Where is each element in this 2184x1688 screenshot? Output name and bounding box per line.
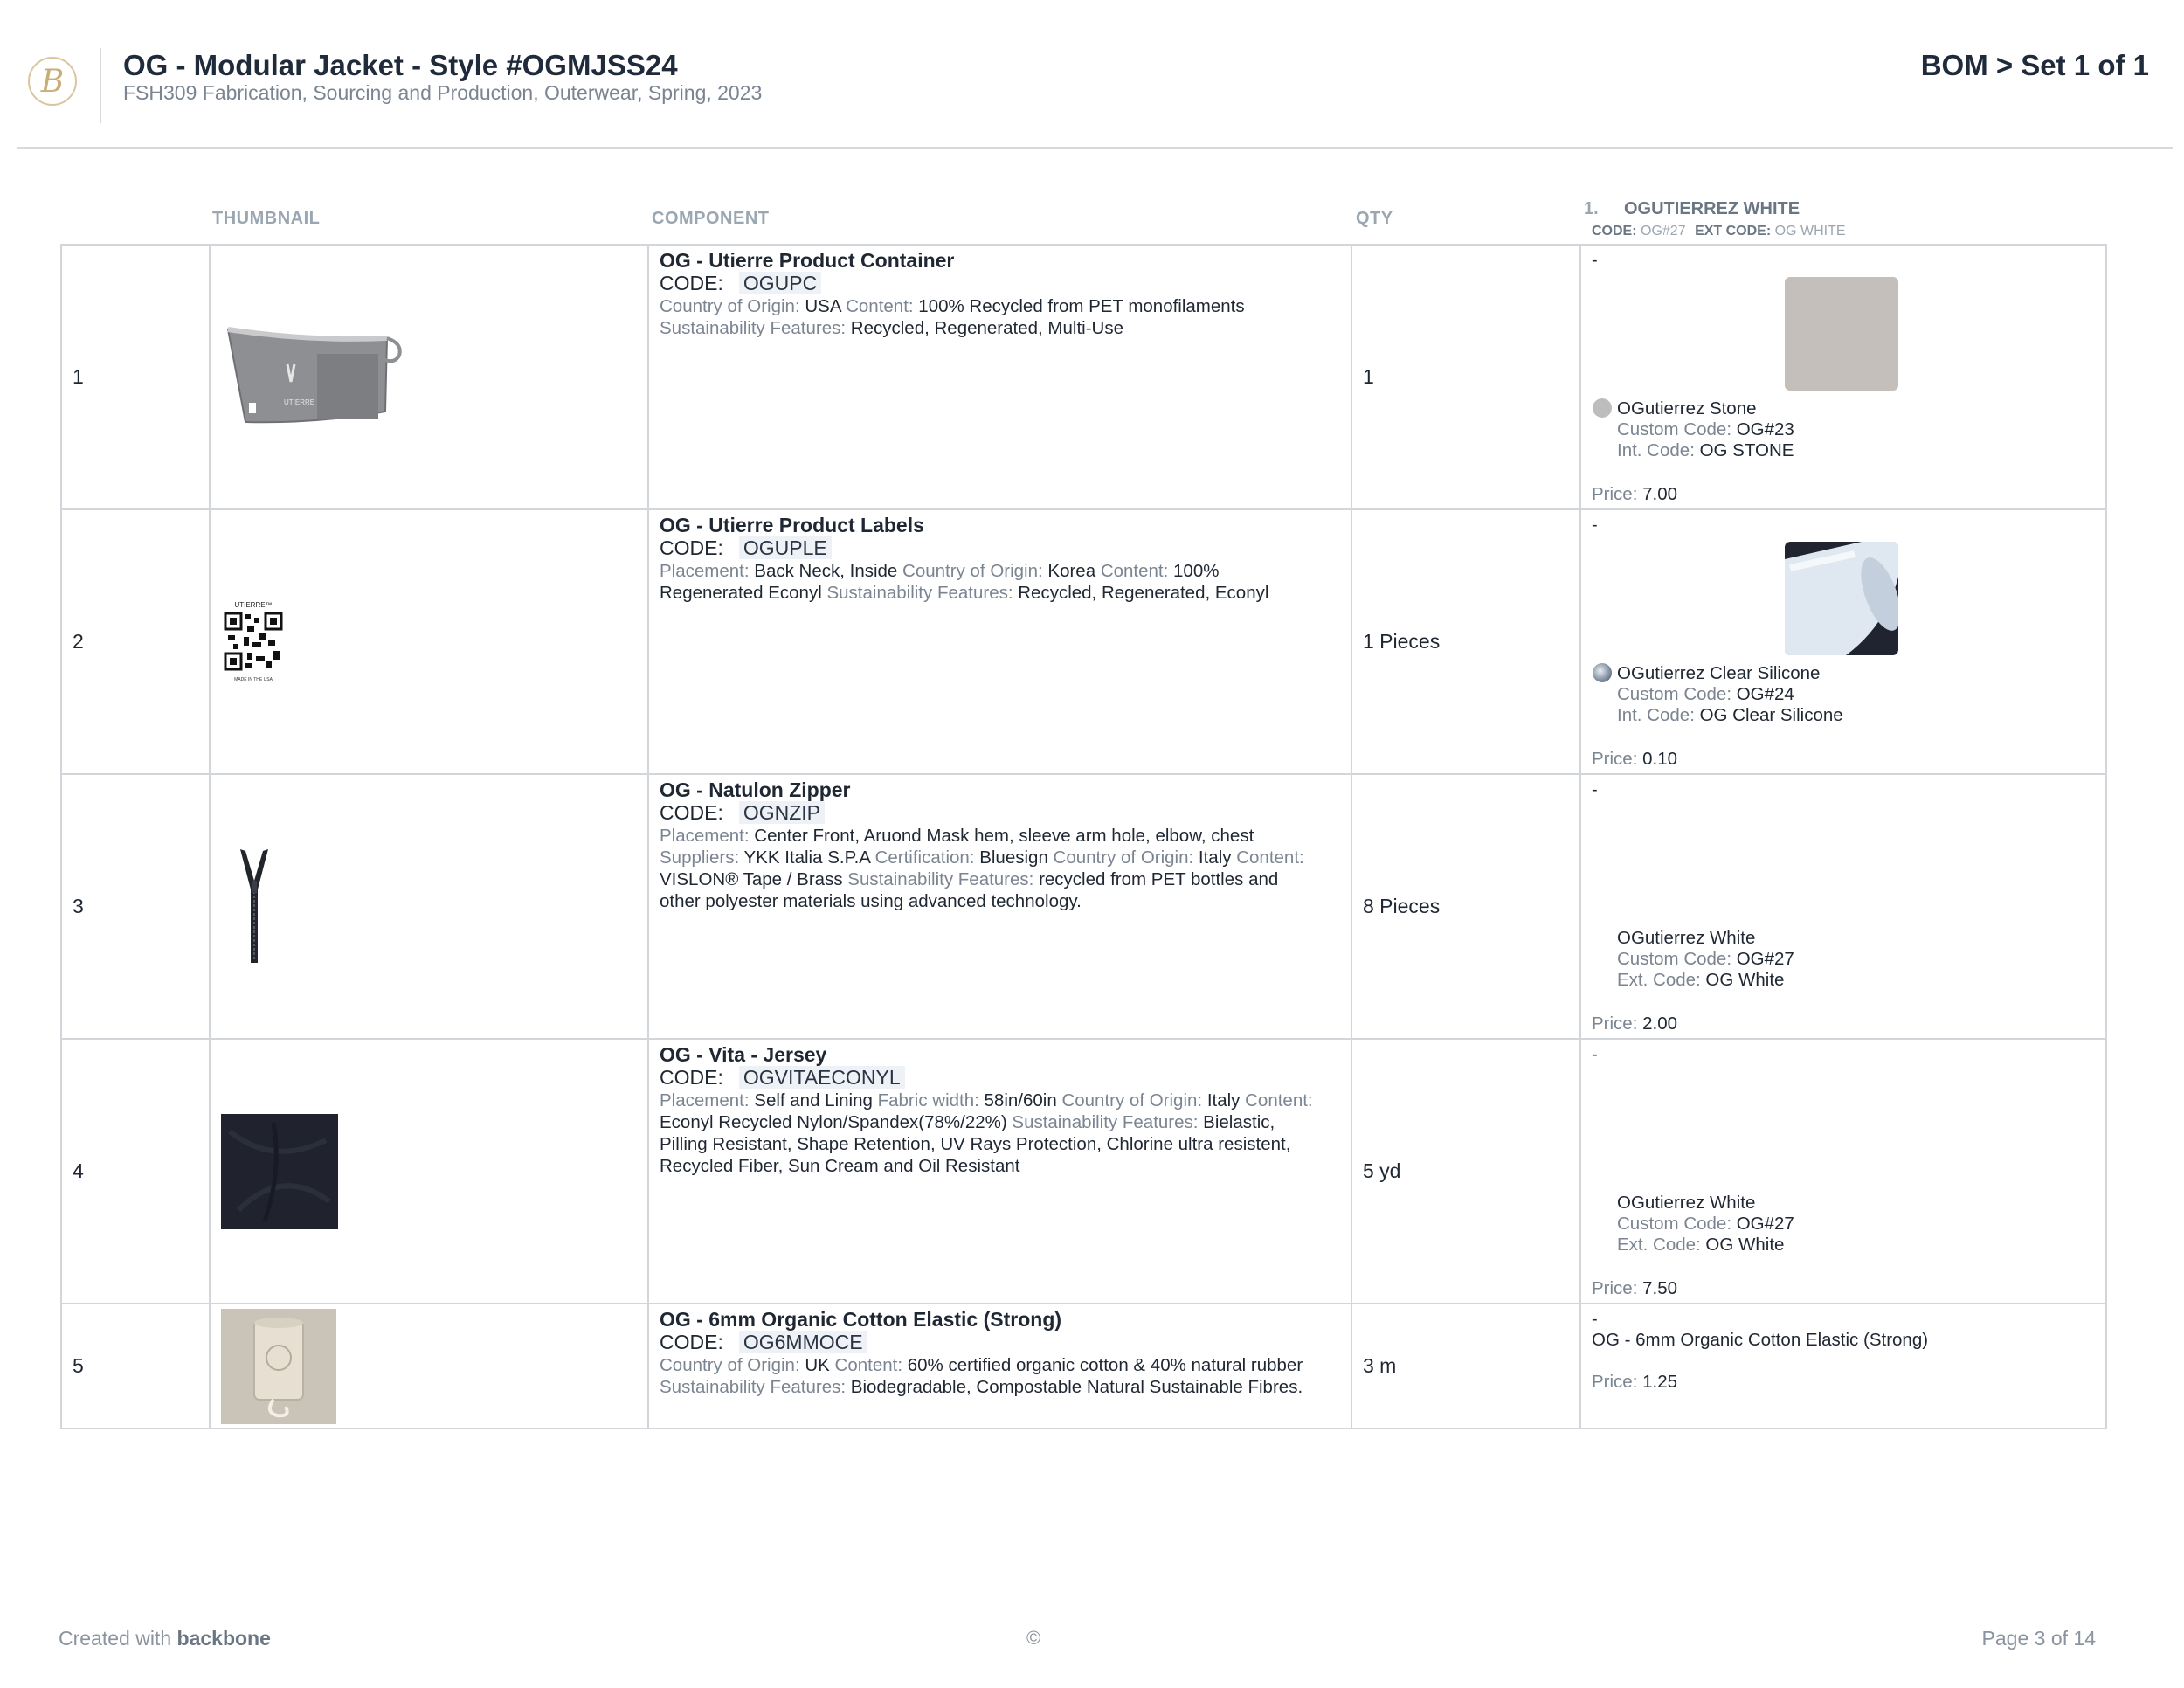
sustain-label: Sustainability Features: <box>660 318 847 338</box>
price-label: Price: <box>1592 484 1638 504</box>
row-number: 1 <box>73 365 84 388</box>
component-details <box>660 1354 1340 1398</box>
component-details <box>660 560 1340 604</box>
placement-value: Self and Lining <box>754 1090 873 1110</box>
placement-value: Center Front, Aruond Mask hem, sleeve arm hole, elbow, chest <box>754 826 1254 846</box>
custom-code-label: Custom Code: <box>1617 419 1732 439</box>
code-label: CODE: <box>660 536 723 559</box>
thumbnail-product-labels <box>211 510 647 773</box>
content-value: 100% <box>1173 561 1220 581</box>
colorway-codes <box>1592 224 1851 239</box>
content-value: Econyl Recycled Nylon/Spandex(78%/22%) <box>660 1112 1007 1132</box>
colorway-cell <box>1581 510 2105 769</box>
code-value: OGUPLE <box>739 536 832 559</box>
sustain-label: Sustainability Features: <box>826 583 1013 603</box>
ext-code-value: OG White <box>1705 1235 1785 1255</box>
swatch-stone <box>1785 277 1898 391</box>
country-value: Italy <box>1198 847 1232 868</box>
sustain-value: Biodegradable, Compostable Natural Sustainable Fibres. <box>850 1377 1303 1397</box>
ext-code-value: OG White <box>1705 970 1785 990</box>
content-label: Content: <box>1100 561 1169 581</box>
code-value: OGNZIP <box>739 801 825 824</box>
colorway-dash: - <box>1592 1310 1598 1329</box>
pouch-brand-text: UTIERRE <box>284 398 315 406</box>
column-header-colorway <box>1584 199 1800 219</box>
component-cell <box>649 246 1351 339</box>
fabric-width-value: 58in/60in <box>984 1090 1057 1110</box>
header-rule <box>17 147 2173 149</box>
price-value: 2.00 <box>1642 1013 1678 1034</box>
qty-value: 1 Pieces <box>1363 630 1441 653</box>
bom-set-breadcrumb: BOM > Set 1 of 1 <box>1920 49 2149 81</box>
country-label: Country of Origin: <box>902 561 1043 581</box>
sustain-value: Recycled, Regenerated, Multi-Use <box>850 318 1123 338</box>
price <box>1592 1013 1677 1034</box>
ext-code-label: Ext. Code: <box>1617 1235 1701 1255</box>
colorway-dash: - <box>1592 515 1598 535</box>
component-code <box>660 536 1340 560</box>
country-value: USA <box>805 296 841 316</box>
footer-credit <box>59 1627 271 1650</box>
content-value-cont: Regenerated Econyl <box>660 583 822 603</box>
content-label: Content: <box>1236 847 1304 868</box>
int-code-value: OG STONE <box>1699 440 1794 460</box>
colorway-material-name: OGutierrez White <box>1617 928 1756 948</box>
price-value: 1.25 <box>1642 1372 1678 1392</box>
sustain-value: recycled from PET bottles and <box>1039 869 1279 889</box>
component-name: OG - 6mm Organic Cotton Elastic (Strong) <box>660 1308 1062 1331</box>
country-value: Korea <box>1047 561 1096 581</box>
certification-value: Bluesign <box>979 847 1048 868</box>
country-label: Country of Origin: <box>660 1355 800 1375</box>
component-cell <box>649 1040 1351 1177</box>
table-row <box>61 1039 2106 1304</box>
content-label: Content: <box>846 296 914 316</box>
component-cell <box>649 510 1351 604</box>
colorway-dash: - <box>1592 1045 1598 1064</box>
price <box>1592 1278 1677 1299</box>
colorway-dash: - <box>1592 251 1598 270</box>
country-label: Country of Origin: <box>1061 1090 1203 1110</box>
table-row <box>61 1304 2106 1429</box>
brand-logo: B <box>28 57 77 106</box>
jersey-fabric-image <box>221 1114 338 1229</box>
sustain-label: Sustainability Features: <box>847 869 1034 889</box>
country-value: Italy <box>1206 1090 1241 1110</box>
price-label: Price: <box>1592 1372 1638 1392</box>
page-title: OG - Modular Jacket - Style #OGMJSS24 <box>123 49 678 81</box>
row-number: 2 <box>73 630 84 653</box>
placement-value: Back Neck, Inside <box>754 561 898 581</box>
int-code-label: Int. Code: <box>1617 705 1695 725</box>
code-label: CODE: <box>660 272 723 294</box>
colorway-info <box>1592 398 2081 461</box>
thumbnail-zipper <box>211 775 647 1038</box>
component-name: OG - Natulon Zipper <box>660 778 851 801</box>
custom-code-value: OG#23 <box>1736 419 1794 439</box>
component-cell <box>649 1304 1351 1398</box>
component-cell <box>649 775 1351 912</box>
pouch-image <box>221 321 406 434</box>
country-value: UK <box>805 1355 830 1375</box>
row-number: 3 <box>73 895 84 917</box>
component-code <box>660 801 1340 825</box>
colorway-info <box>1592 928 2081 991</box>
colorway-ext-code-value: OG WHITE <box>1774 224 1846 239</box>
sustain-value: Bielastic, <box>1203 1112 1275 1132</box>
table-row <box>61 774 2106 1039</box>
country-label: Country of Origin: <box>1053 847 1194 868</box>
component-name: OG - Utierre Product Labels <box>660 514 924 536</box>
label-brand-text: UTIERRE™ <box>234 600 273 609</box>
qty-value: 1 <box>1363 365 1374 388</box>
price <box>1592 749 1677 770</box>
table-row <box>61 245 2106 509</box>
custom-code-value: OG#27 <box>1736 1214 1794 1234</box>
sustain-value-cont: Pilling Resistant, Shape Retention, UV Rays Protection, Chlorine ultra resistent, <box>660 1134 1291 1154</box>
int-code-value: OG Clear Silicone <box>1699 705 1843 725</box>
content-value: VISLON® Tape / Brass <box>660 869 843 889</box>
colorway-cell <box>1581 1304 2105 1393</box>
qty-value: 8 Pieces <box>1363 895 1441 917</box>
table-row <box>61 509 2106 774</box>
sustain-value-cont-2: Recycled Fiber, Sun Cream and Oil Resistant <box>660 1156 1020 1176</box>
colorway-cell <box>1581 246 2105 504</box>
price-value: 7.00 <box>1642 484 1678 504</box>
content-label: Content: <box>1245 1090 1313 1110</box>
color-dot-icon <box>1593 663 1612 682</box>
colorway-number: 1. <box>1584 199 1599 218</box>
elastic-spool-image <box>221 1309 336 1424</box>
int-code-label: Int. Code: <box>1617 440 1695 460</box>
row-number: 4 <box>73 1159 84 1182</box>
placement-label: Placement: <box>660 1090 750 1110</box>
column-header-qty: QTY <box>1356 209 1393 228</box>
sustain-label: Sustainability Features: <box>1012 1112 1199 1132</box>
zipper-image <box>228 846 280 968</box>
custom-code-value: OG#24 <box>1736 684 1794 704</box>
header-divider <box>100 48 101 123</box>
colorway-name: OGUTIERREZ WHITE <box>1624 199 1800 218</box>
custom-code-value: OG#27 <box>1736 949 1794 969</box>
sustain-value: Recycled, Regenerated, Econyl <box>1018 583 1269 603</box>
colorway-code-label: CODE: <box>1592 224 1637 239</box>
code-value: OG6MMOCE <box>739 1331 867 1353</box>
sustain-value-cont: other polyester materials using advanced technology. <box>660 891 1082 911</box>
colorway-code-value: OG#27 <box>1641 224 1686 239</box>
component-name: OG - Utierre Product Container <box>660 249 955 272</box>
component-name: OG - Vita - Jersey <box>660 1043 827 1066</box>
custom-code-label: Custom Code: <box>1617 1214 1732 1234</box>
colorway-material-name: OGutierrez White <box>1617 1193 1756 1213</box>
code-value: OGVITAECONYL <box>739 1066 905 1089</box>
price <box>1592 1372 2095 1393</box>
code-label: CODE: <box>660 1066 723 1089</box>
colorway-dash: - <box>1592 780 1598 799</box>
column-header-component: COMPONENT <box>652 209 770 228</box>
component-details <box>660 825 1340 912</box>
thumbnail-product-container <box>211 246 647 508</box>
qty-value: 5 yd <box>1363 1159 1401 1182</box>
price-label: Price: <box>1592 1013 1638 1034</box>
content-label: Content: <box>834 1355 903 1375</box>
component-code <box>660 272 1340 295</box>
component-code <box>660 1066 1340 1090</box>
component-code <box>660 1331 1340 1354</box>
custom-code-label: Custom Code: <box>1617 949 1732 969</box>
thumbnail-elastic <box>211 1304 647 1428</box>
footer-created-with: Created with <box>59 1627 172 1650</box>
price-value: 0.10 <box>1642 749 1678 769</box>
price <box>1592 484 1677 505</box>
placement-label: Placement: <box>660 561 750 581</box>
country-label: Country of Origin: <box>660 296 800 316</box>
custom-code-label: Custom Code: <box>1617 684 1732 704</box>
code-label: CODE: <box>660 801 723 824</box>
price-label: Price: <box>1592 1278 1638 1298</box>
ext-code-label: Ext. Code: <box>1617 970 1701 990</box>
qty-value: 3 m <box>1363 1354 1397 1377</box>
certification-label: Certification: <box>874 847 975 868</box>
colorway-material-name: OGutierrez Clear Silicone <box>1617 663 1821 683</box>
footer-brand-link[interactable]: backbone <box>176 1627 271 1650</box>
price-label: Price: <box>1592 749 1638 769</box>
row-number: 5 <box>73 1354 84 1377</box>
thumbnail-jersey <box>211 1040 647 1303</box>
suppliers-label: Suppliers: <box>660 847 740 868</box>
suppliers-value: YKK Italia S.P.A <box>743 847 870 868</box>
colorway-cell <box>1581 1040 2105 1298</box>
bom-table <box>60 244 2107 1429</box>
placement-label: Placement: <box>660 826 750 846</box>
price-value: 7.50 <box>1642 1278 1678 1298</box>
colorway-material-name: OGutierrez Stone <box>1617 398 1757 419</box>
column-header-thumbnail: THUMBNAIL <box>212 209 321 228</box>
colorway-info <box>1592 1193 2081 1256</box>
component-details <box>660 295 1340 339</box>
qr-label-image <box>221 600 286 684</box>
footer-copyright: © <box>1026 1627 1041 1649</box>
code-value: OGUPC <box>739 272 821 294</box>
colorway-ext-code-label: EXT CODE: <box>1695 224 1772 239</box>
content-value: 60% certified organic cotton & 40% natural rubber <box>907 1355 1303 1375</box>
code-label: CODE: <box>660 1331 723 1353</box>
color-dot-icon <box>1593 398 1612 418</box>
colorway-material-name: OG - 6mm Organic Cotton Elastic (Strong) <box>1592 1330 1929 1350</box>
page-number: Page 3 of 14 <box>1981 1627 2096 1650</box>
page-subtitle: FSH309 Fabrication, Sourcing and Production, Outerwear, Spring, 2023 <box>123 81 763 104</box>
component-details <box>660 1090 1340 1177</box>
colorway-info <box>1592 663 2081 726</box>
swatch-clear-silicone <box>1785 542 1898 655</box>
colorway-cell <box>1581 775 2105 1034</box>
fabric-width-label: Fabric width: <box>877 1090 979 1110</box>
content-value: 100% Recycled from PET monofilaments <box>918 296 1245 316</box>
sustain-label: Sustainability Features: <box>660 1377 847 1397</box>
label-made-in-text: MADE IN THE USA <box>234 676 273 682</box>
